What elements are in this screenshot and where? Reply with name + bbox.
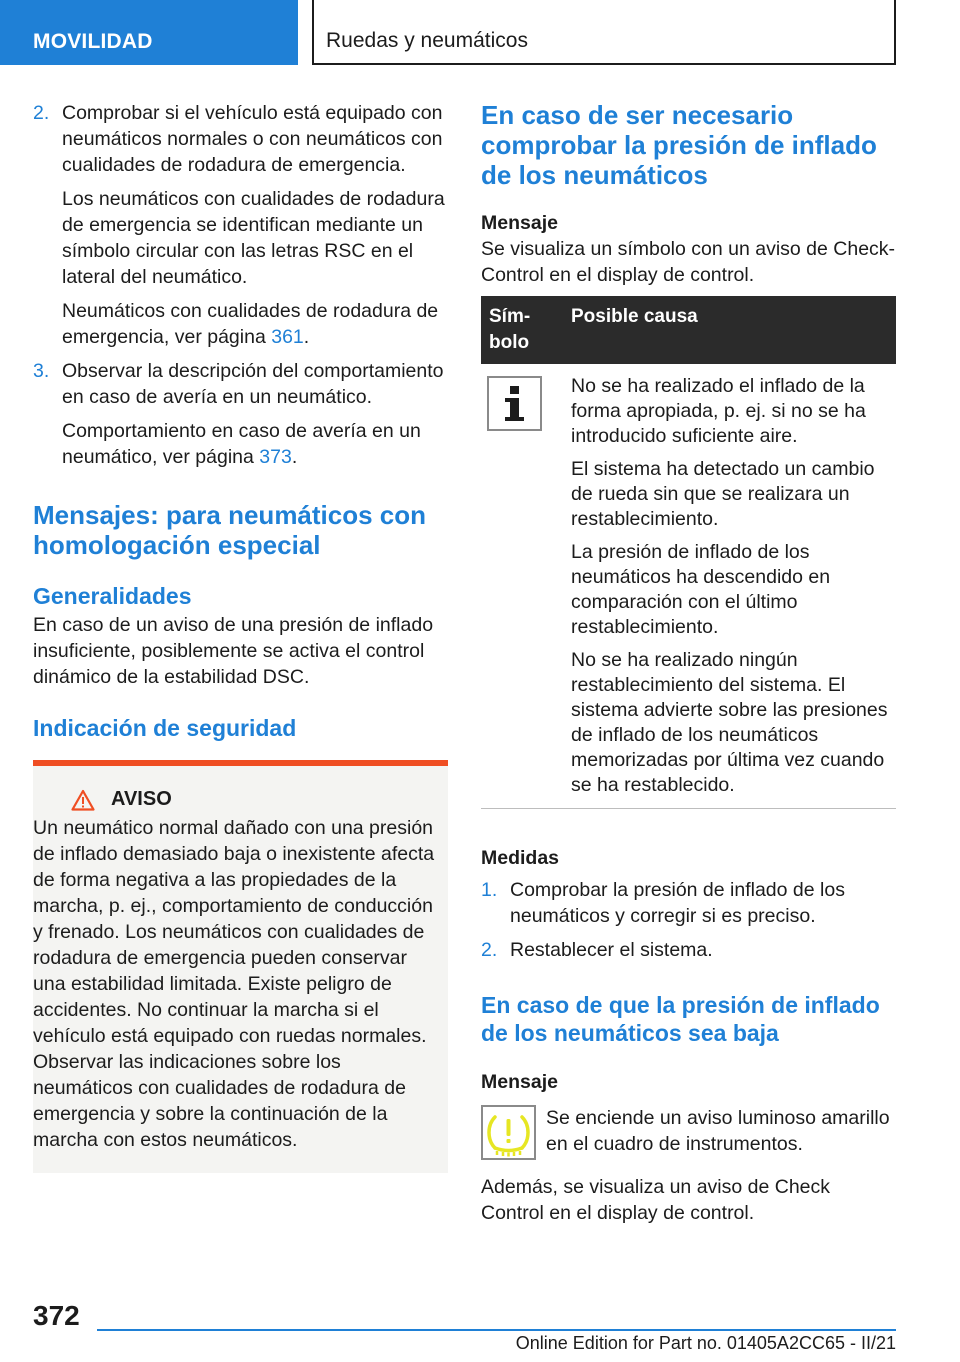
heading-general: Generalidades [33,583,192,609]
footer-divider [97,1329,896,1331]
cause-text: No se ha realizado ningún restablecimiento del sistema. El sistema advierte sobre las presiones de inflado de los neumáticos memorizadas por última vez cuando se ha restablecido. [571,649,888,796]
step-text: Observar la descripción del comportamiento en caso de avería en un neumático. [62,360,444,408]
message-text: Se visualiza un símbolo con un aviso de Check-Control en el display de control. [481,238,896,286]
header-section-tab [0,0,298,65]
measure-text: Restablecer el sistema. [510,939,713,961]
header-chapter-box [312,0,896,65]
left-column [33,100,448,1173]
info-icon [487,376,542,431]
step-number: 2. [33,102,50,124]
warning-text: Un neumático normal dañado con una presión de inflado demasiado baja o inexistente afecta de forma negativa a las propiedades de la marcha, p. ej., comportamiento de conducción y frenado. Los neumáticos con cualidades de rodadura de emergencia pueden conservar una estabilidad limitada. Existe peligro de accidentes. No continuar la marcha si el vehículo está equipado con ruedas normales. Observar las indicaciones sobre los neumáticos con cualidades de rodadura de emergencia y sobre la continuación de la marcha con estos neumáticos. [33,817,435,1151]
step-3 [33,358,448,478]
table-header-symbol: Sím-bolo [481,296,563,364]
measure-1 [481,877,896,937]
measures-label: Medidas [481,847,560,869]
measure-number: 1. [481,879,498,901]
page-link-373[interactable]: 373 [259,446,292,468]
heading-check-pressure: En caso de ser necesario comprobar la presión de inflado de los neumáticos [481,100,877,190]
measure-number: 2. [481,939,498,961]
measure-2 [481,937,896,971]
tpms-message [481,1105,896,1160]
page-link-361[interactable]: 361 [271,326,304,348]
table-header-row [481,296,896,364]
cause-text: La presión de inflado de los neumáticos ha descendido en comparación con el último restablecimiento. [571,541,831,638]
step-reference: Comportamiento en caso de avería en un neumático, ver página 373. [62,420,421,468]
step-text: Los neumáticos con cualidades de rodadura de emergencia se identifican mediante un símbolo circular con las letras RSC en el lateral del neumático. [62,188,445,288]
heading-low-pressure: En caso de que la presión de inflado de los neumáticos sea baja [481,992,880,1046]
tire-pressure-warning-icon [481,1105,536,1160]
measure-text: Comprobar la presión de inflado de los neumáticos y corregir si es preciso. [510,879,845,927]
warning-box [33,760,448,1173]
right-column [481,100,896,1226]
page-number: 372 [33,1300,80,1331]
check-control-text: Además, se visualiza un aviso de Check Control en el display de control. [481,1176,831,1224]
table-header-cause: Posible causa [563,296,896,364]
cause-table [481,296,896,809]
footer-edition: Online Edition for Part no. 01405A2CC65 - II/21 [515,1333,896,1353]
step-text: Comprobar si el vehículo está equipado con neumáticos normales o con neumáticos con cualidades de rodadura de emergencia. [62,102,443,176]
header-section-label: MOVILIDAD [33,30,153,53]
step-number: 3. [33,360,50,382]
cause-text: No se ha realizado el inflado de la forma apropiada, p. ej. si no se ha introducido suficiente aire. [571,375,866,447]
heading-special-tires: Mensajes: para neumáticos con homologación especial [33,500,427,560]
message-label: Mensaje [481,1071,558,1093]
step-reference: Neumáticos con cualidades de rodadura de emergencia, ver página 361. [62,300,439,348]
heading-safety: Indicación de seguridad [33,715,297,741]
step-2 [33,100,448,358]
header-chapter-label: Ruedas y neumáticos [326,29,528,52]
cause-text: El sistema ha detectado un cambio de rueda sin que se realizara un restablecimiento. [571,458,875,530]
warning-title: AVISO [111,788,172,810]
message-label: Mensaje [481,212,558,234]
general-text: En caso de un aviso de una presión de inflado insuficiente, posiblemente se activa el control dinámico de la estabilidad DSC. [33,614,434,688]
table-row [481,364,896,809]
warning-triangle-icon [71,789,95,811]
tpms-message-text: Se enciende un aviso luminoso amarillo en el cuadro de instrumentos. [546,1107,890,1155]
